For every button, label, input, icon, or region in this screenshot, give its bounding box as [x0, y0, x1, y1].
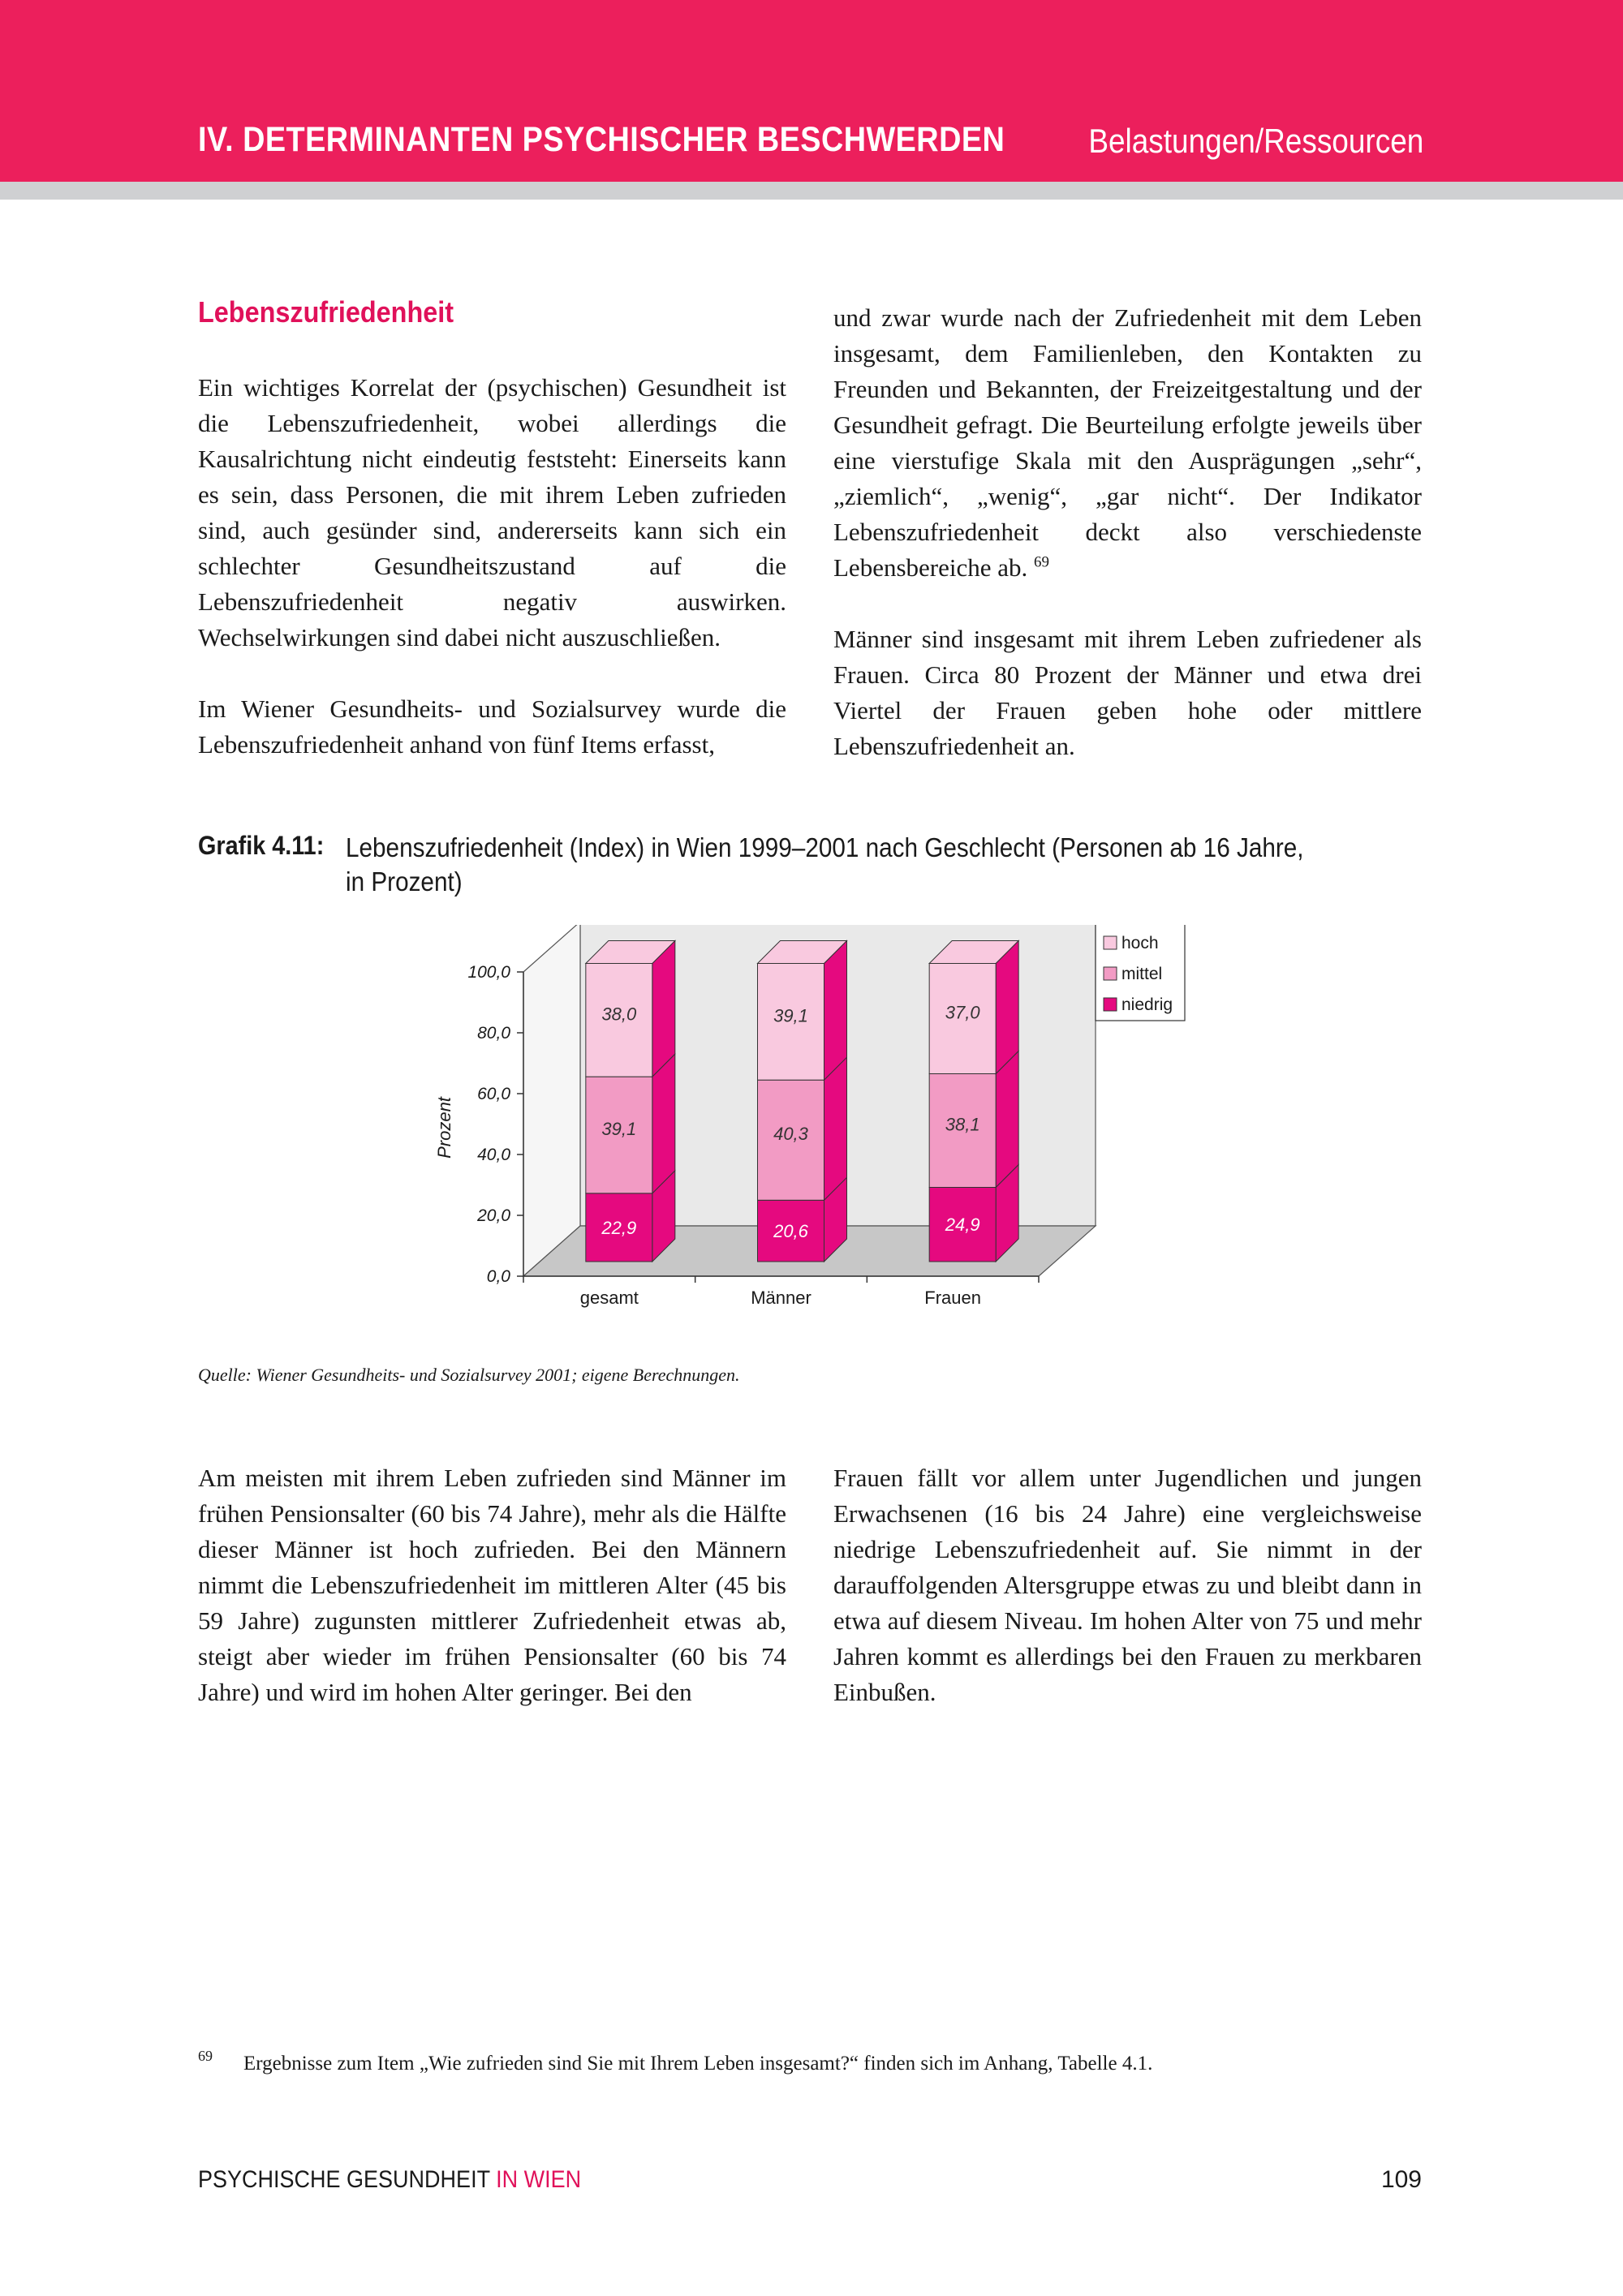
- bar-side-mittel: [824, 1057, 847, 1200]
- data-label-niedrig: 24,9: [945, 1215, 980, 1236]
- bar-side-hoch: [652, 941, 675, 1077]
- stacked-bar-chart: [422, 925, 1201, 1331]
- paragraph: Männer sind insgesamt mit ihrem Leben zufriedener als Frauen. Circa 80 Prozent der Männer und etwa drei Viertel der Frauen geben hohe oder mittlere Lebenszufriedenheit an.: [833, 625, 1422, 760]
- paragraph: Ein wichtiges Korrelat der (psychischen) Gesundheit ist die Lebenszufriedenheit, wobei allerdings die Kausalrichtung nicht eindeutig feststeht: Einerseits kann es sein, dass Personen, die mit ihrem Leben zufrieden sind, auch gesünder sind, andererseits kann sich ein schlechter Gesundheitszustand auf die Lebenszufriedenheit negativ auswirken. Wechselwirkungen sind dabei nicht auszuschließen.: [198, 373, 786, 651]
- bar-side-hoch: [824, 941, 847, 1081]
- data-label-niedrig: 22,9: [601, 1217, 637, 1238]
- legend-label-niedrig: niedrig: [1121, 995, 1173, 1014]
- paragraph: Im Wiener Gesundheits- und Sozialsurvey wurde die Lebenszufriedenheit anhand von fünf Items erfasst,: [198, 694, 786, 759]
- article-title: Lebenszufriedenheit: [198, 295, 454, 329]
- y-tick-label: 0,0: [486, 1267, 510, 1286]
- chapter-title: IV. DETERMINANTEN PSYCHISCHER BESCHWERDEN: [198, 120, 1005, 159]
- data-label-mittel: 38,1: [945, 1114, 980, 1135]
- legend-swatch-hoch: [1104, 936, 1117, 949]
- legend-swatch-mittel: [1104, 967, 1117, 980]
- figure-label: Grafik 4.11:: [198, 831, 325, 860]
- paragraph: Frauen fällt vor allem unter Jugendlichen und jungen Erwachsenen (16 bis 24 Jahre) eine vergleichsweise niedrige Lebenszufriedenheit auf. Sie nimmt in der darauffolgenden Altersgruppe etwas zu und bleibt dann in etwa auf diesem Niveau. Im hohen Alter von 75 und mehr Jahren kommt es allerdings bei den Frauen zu merkbaren Einbußen.: [833, 1464, 1422, 1706]
- x-tick-label: Männer: [751, 1288, 812, 1308]
- footnote-text: Ergebnisse zum Item „Wie zufrieden sind Sie mit Ihrem Leben insgesamt?“ finden sich im Anhang, Tabelle 4.1.: [243, 2053, 1153, 2075]
- footer-title: [198, 2166, 581, 2194]
- figure-source: Quelle: Wiener Gesundheits- und Sozialsurvey 2001; eigene Berechnungen.: [198, 1365, 740, 1385]
- footer-title-accent: IN WIEN: [496, 2166, 582, 2193]
- data-label-hoch: 39,1: [773, 1005, 808, 1026]
- footer-title-plain: PSYCHISCHE GESUNDHEIT: [198, 2166, 490, 2193]
- data-label-niedrig: 20,6: [773, 1221, 808, 1242]
- y-tick-label: 100,0: [467, 963, 510, 982]
- column-right-2: [833, 1460, 1422, 1710]
- x-tick-label: gesamt: [579, 1288, 639, 1308]
- y-tick-label: 20,0: [477, 1206, 510, 1225]
- data-label-hoch: 37,0: [945, 1002, 980, 1023]
- data-label-mittel: 40,3: [773, 1124, 808, 1145]
- section-title-header: Belastungen/Ressourcen: [1088, 122, 1423, 160]
- data-label-hoch: 38,0: [601, 1004, 637, 1025]
- page-number: 109: [1380, 2166, 1422, 2193]
- column-right: [833, 300, 1422, 764]
- legend-swatch-niedrig: [1104, 998, 1117, 1011]
- bar-side-hoch: [996, 941, 1018, 1074]
- y-tick-label: 60,0: [477, 1085, 510, 1103]
- column-left-2: [198, 1460, 786, 1710]
- legend-label-mittel: mittel: [1121, 965, 1163, 983]
- paragraph: [833, 300, 1422, 586]
- chart-side-wall: [523, 925, 580, 1276]
- x-tick-label: Frauen: [924, 1288, 982, 1308]
- legend-label-hoch: hoch: [1121, 934, 1159, 952]
- data-label-mittel: 39,1: [601, 1118, 637, 1139]
- footnote-ref[interactable]: 69: [1034, 553, 1050, 571]
- column-left: [198, 370, 786, 763]
- paragraph: Am meisten mit ihrem Leben zufrieden sind Männer im frühen Pensionsalter (60 bis 74 Jahre), mehr als die Hälfte dieser Männer ist hoch zufrieden. Bei den Männern nimmt die Lebenszufriedenheit im mittleren Alter (45 bis 59 Jahre) zugunsten mittlerer Zufriedenheit etwas ab, steigt aber wieder im frühen Pensionsalter (60 bis 74 Jahre) und wird im hohen Alter geringer. Bei den: [198, 1464, 786, 1706]
- y-tick-label: 80,0: [477, 1024, 510, 1043]
- figure-caption: Lebenszufriedenheit (Index) in Wien 1999–2001 nach Geschlecht (Personen ab 16 Jahre, in Prozent): [346, 832, 1304, 896]
- footnote-number: 69: [198, 2048, 213, 2064]
- y-tick-label: 40,0: [477, 1146, 510, 1164]
- paragraph-text: und zwar wurde nach der Zufriedenheit mit dem Leben insgesamt, dem Familienleben, den Kontakten zu Freunden und Bekannten, der Freizeitgestaltung und der Gesundheit gefragt. Die Beurteilung erfolgte jeweils über eine vierstufige Skala mit den Ausprägungen „sehr“, „ziemlich“, „wenig“, „gar nicht“. Der Indikator Lebenszufriedenheit deckt also verschiedenste Lebensbereiche ab.: [833, 303, 1422, 582]
- header-divider: [0, 182, 1623, 200]
- y-axis-label: Prozent: [434, 1097, 454, 1159]
- bar-side-mittel: [652, 1054, 675, 1193]
- bar-side-mittel: [996, 1051, 1018, 1187]
